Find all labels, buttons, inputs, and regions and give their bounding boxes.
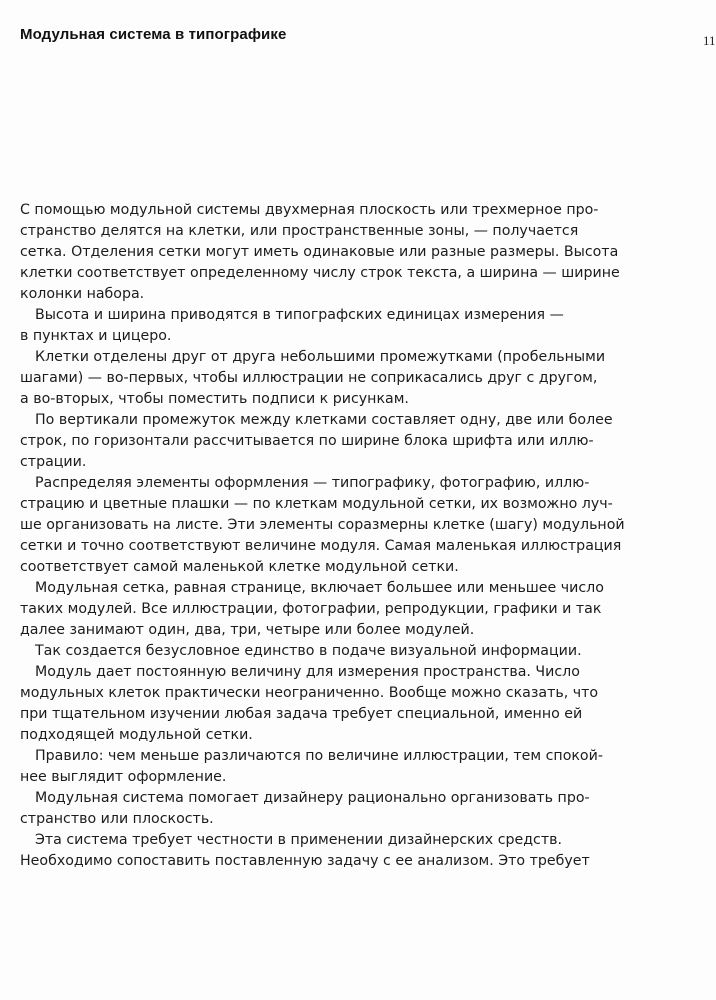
paragraph: [20, 410, 613, 473]
text-line: Клетки отделены друг от друга небольшими промежутками (пробельными: [35, 349, 606, 365]
text-line: По вертикали промежуток между клетками составляет одну, две или более: [35, 412, 613, 428]
paragraph: [20, 788, 600, 830]
text-line: таких модулей. Все иллюстрации, фотографии, репродукции, графики и так: [20, 601, 602, 617]
text-line: шагами) — во-первых, чтобы иллюстрации не соприкасались друг с другом,: [20, 370, 598, 386]
text-line: строк, по горизонтали рассчитывается по ширине блока шрифта или иллю-: [20, 433, 594, 449]
text-line: Модульная сетка, равная странице, включает большее или меньшее число: [35, 580, 604, 596]
text-line: Распределяя элементы оформления — типографику, фотографию, иллю-: [35, 475, 590, 491]
text-line: странство или плоскость.: [20, 811, 214, 827]
paragraph: [20, 200, 620, 305]
text-line: колонки набора.: [20, 286, 145, 302]
text-line: сетки и точно соответствуют величине модуля. Самая маленькая иллюстрация: [20, 538, 622, 554]
text-line: страцию и цветные плашки — по клеткам модульной сетки, их возможно луч-: [20, 496, 613, 512]
text-line: С помощью модульной системы двухмерная плоскость или трехмерное про-: [20, 202, 599, 218]
text-line: Эта система требует честности в применении дизайнерских средств.: [35, 832, 562, 848]
paragraph: [20, 746, 603, 788]
paragraph: [20, 662, 600, 746]
text-line: Так создается безусловное единство в подаче визуальной информации.: [35, 643, 582, 659]
text-line: подходящей модульной сетки.: [20, 727, 253, 743]
text-line: Высота и ширина приводятся в типографских единицах измерения —: [35, 307, 564, 323]
text-line: странство делятся на клетки, или пространственные зоны, — получается: [20, 223, 579, 239]
text-line: нее выглядит оформление.: [20, 769, 227, 785]
text-line: далее занимают один, два, три, четыре или более модулей.: [20, 622, 475, 638]
paragraph: [20, 305, 600, 347]
text-line: а во-вторых, чтобы поместить подписи к рисункам.: [20, 391, 409, 407]
page-number: 11: [703, 33, 716, 48]
paragraph: [20, 830, 600, 872]
text-line: при тщательном изучении любая задача требует специальной, именно ей: [20, 706, 583, 722]
text-line: в пунктах и цицеро.: [20, 328, 172, 344]
text-line: страции.: [20, 454, 87, 470]
text-line: ше организовать на листе. Эти элементы соразмерны клетке (шагу) модульной: [20, 517, 625, 533]
text-line: Необходимо сопоставить поставленную задачу с ее анализом. Это требует: [20, 853, 590, 869]
paragraph: [20, 473, 625, 578]
text-line: сетка. Отделения сетки могут иметь одинаковые или разные размеры. Высота: [20, 244, 619, 260]
text-line: Правило: чем меньше различаются по величине иллюстрации, тем спокой-: [35, 748, 603, 764]
text-line: модульных клеток практически неограниченно. Вообще можно сказать, что: [20, 685, 599, 701]
text-line: клетки соответствует определенному числу строк текста, а ширина — ширине: [20, 265, 620, 281]
body-text: [20, 200, 625, 872]
paragraph: [20, 347, 606, 410]
text-line: Модульная система помогает дизайнеру рационально организовать про-: [35, 790, 590, 806]
paragraph: [20, 578, 604, 641]
running-title: Модульная система в типографике: [20, 26, 287, 43]
text-line: Модуль дает постоянную величину для измерения пространства. Число: [35, 664, 580, 680]
paragraph: [20, 641, 600, 662]
text-line: соответствует самой маленькой клетке модульной сетки.: [20, 559, 459, 575]
